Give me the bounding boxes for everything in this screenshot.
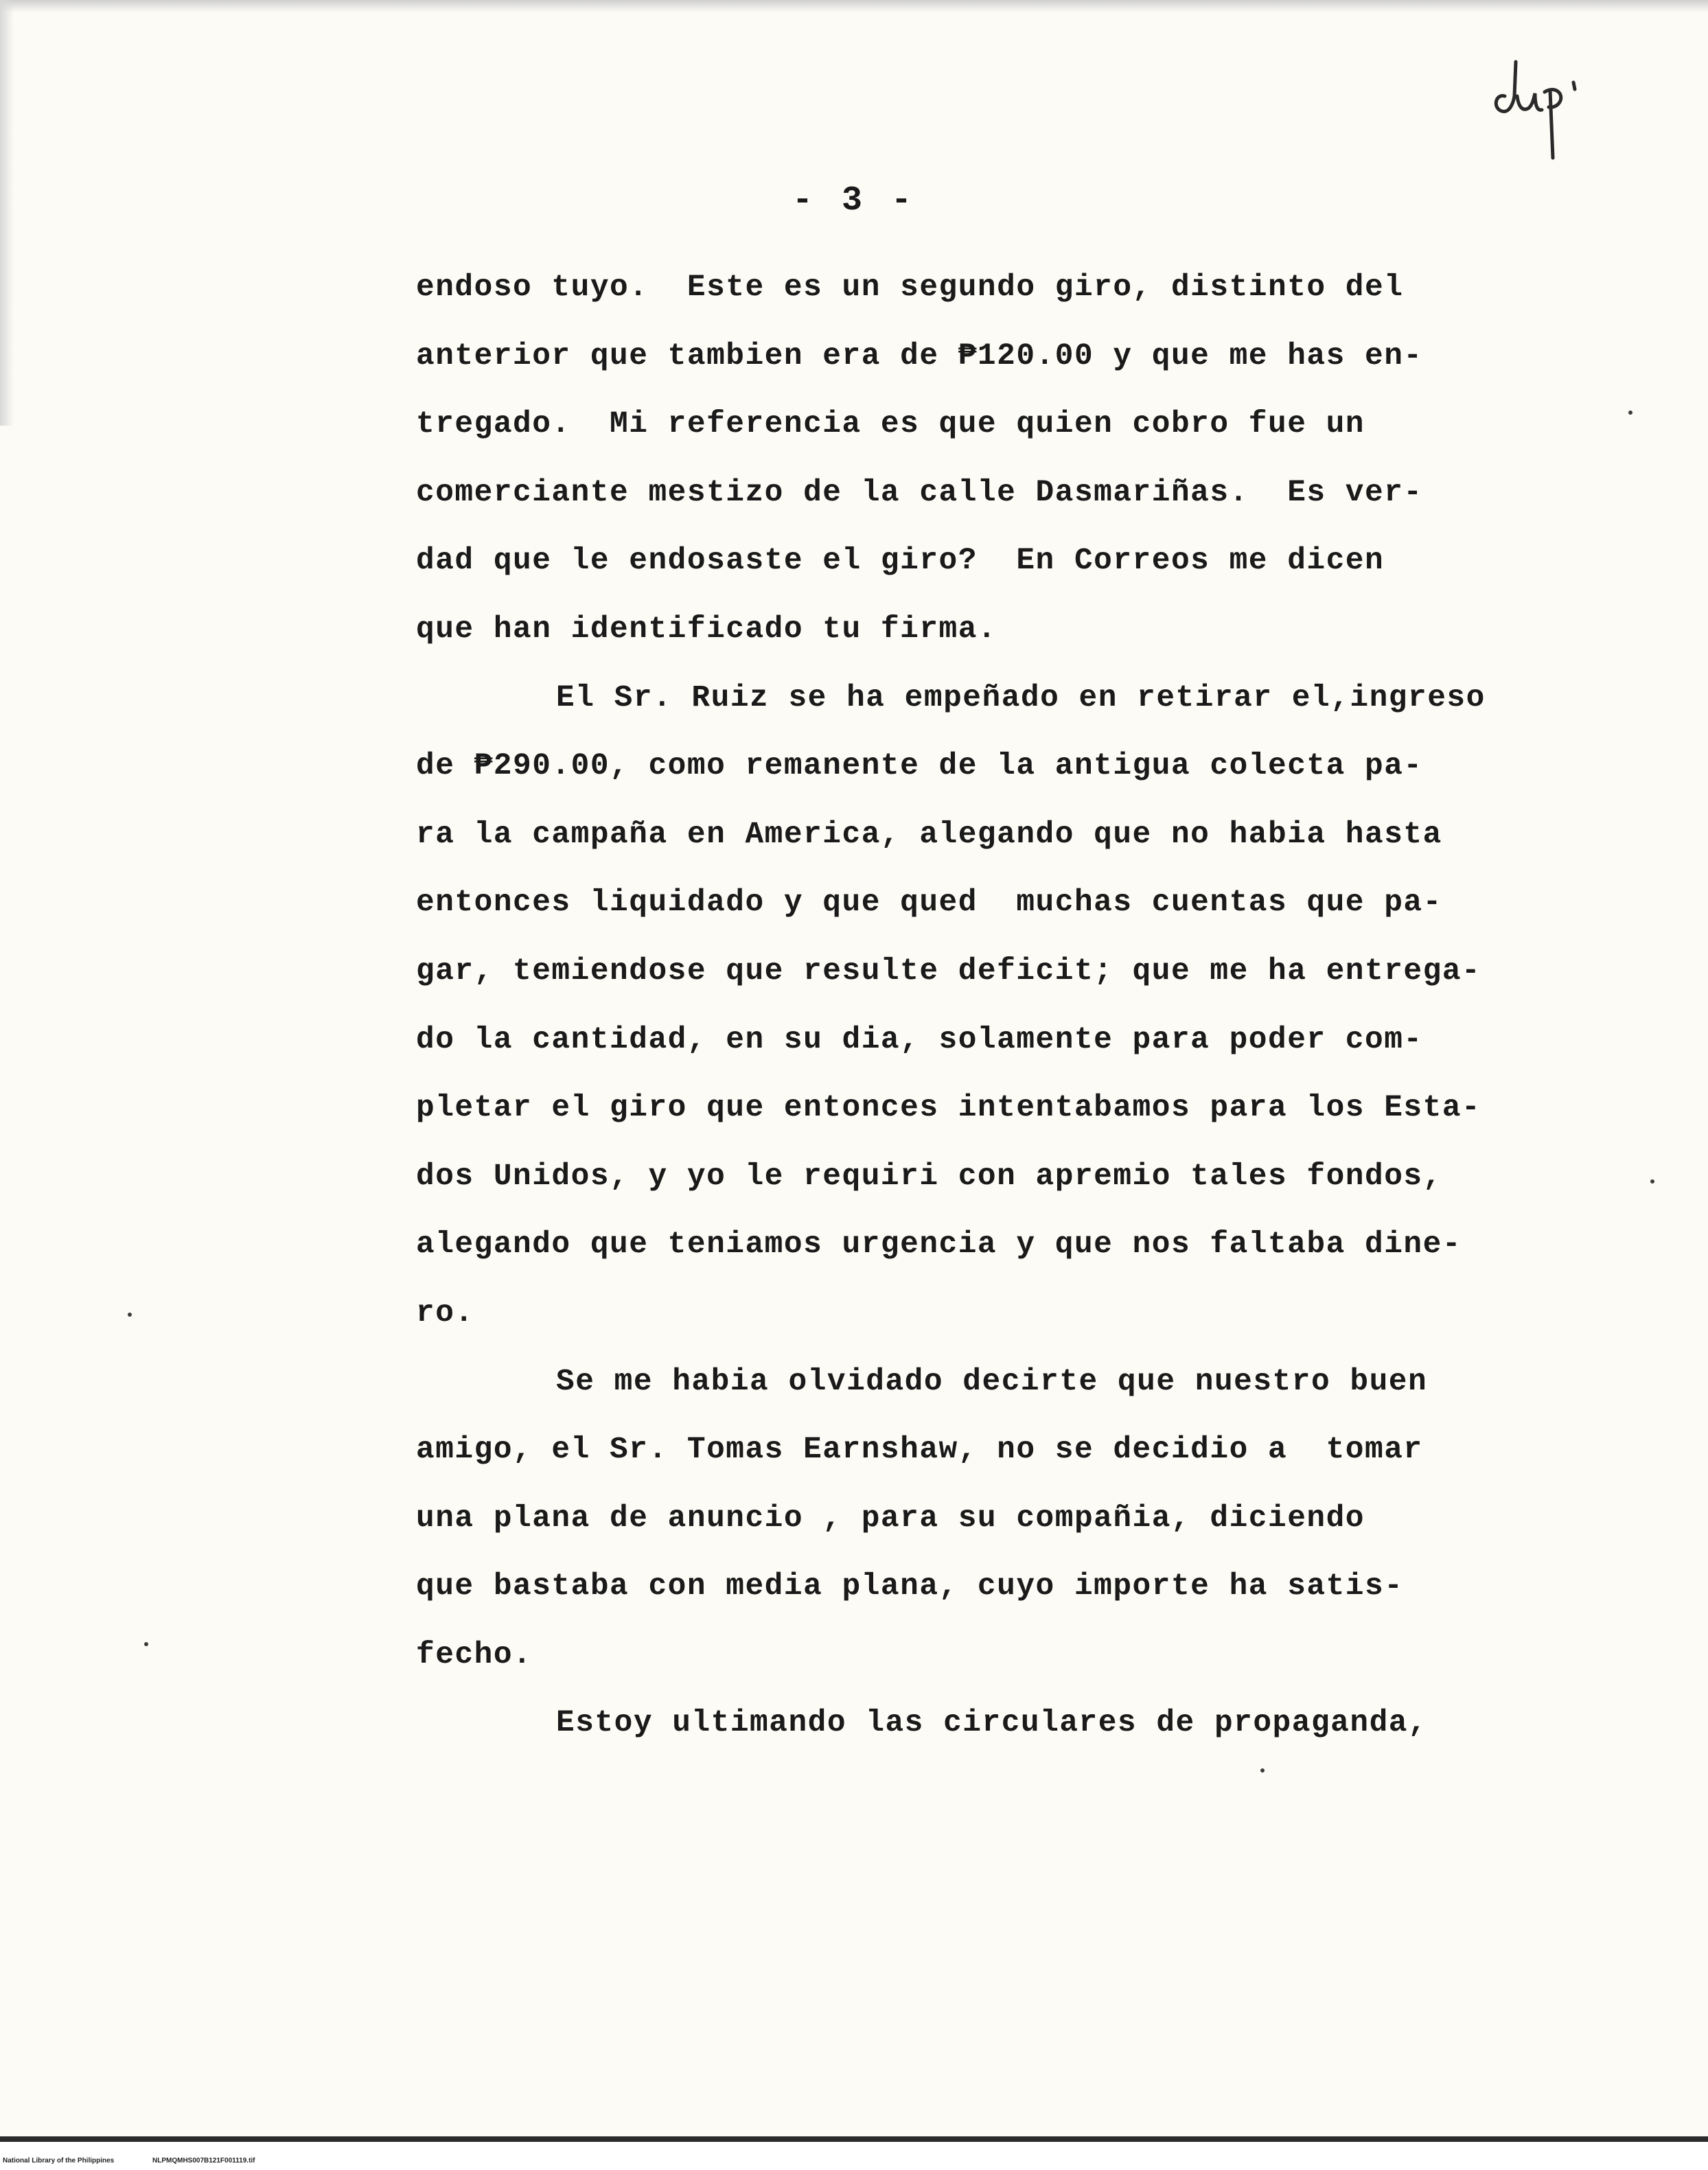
text-line: fecho. — [416, 1637, 533, 1672]
text-line: gar, temiendose que resulte deficit; que me ha entrega- — [416, 954, 1481, 989]
text-line: dad que le endosaste el giro? En Correos me dicen — [416, 544, 1385, 579]
text-line: entonces liquidado y que qued muchas cuentas que pa- — [416, 886, 1442, 921]
text-line: anterior que tambien era de ₱120.00 y que me has en- — [416, 338, 1423, 373]
letter-body — [416, 254, 1486, 1758]
scan-speck — [1628, 411, 1632, 415]
text-line: dos Unidos, y yo le requiri con apremio tales fondos, — [416, 1159, 1442, 1194]
text-line: amigo, el Sr. Tomas Earnshaw, no se decidio a tomar — [416, 1433, 1423, 1468]
text-line: alegando que teniamos urgencia y que nos faltaba dine- — [416, 1227, 1462, 1262]
text-line: tregado. Mi referencia es que quien cobro fue un — [416, 407, 1365, 442]
text-line: Estoy ultimando las circulares de propaganda, — [556, 1706, 1428, 1741]
text-line: ro. — [416, 1295, 474, 1330]
text-line: Se me habia olvidado decirte que nuestro buen — [556, 1364, 1428, 1399]
handwritten-annotation — [1490, 48, 1627, 165]
text-line: do la cantidad, en su dia, solamente para poder com- — [416, 1022, 1423, 1057]
text-line: una plana de anuncio , para su compañia, diciendo — [416, 1501, 1365, 1536]
scan-speck — [1260, 1768, 1265, 1773]
text-line: El Sr. Ruiz se ha empeñado en retirar el,ingreso — [556, 680, 1486, 715]
text-line: que bastaba con media plana, cuyo importe ha satis- — [416, 1569, 1404, 1604]
text-line: endoso tuyo. Este es un segundo giro, distinto del — [416, 270, 1404, 305]
scan-bottom-edge — [0, 2136, 1708, 2142]
text-line: de ₱290.00, como remanente de la antigua colecta pa- — [416, 749, 1423, 784]
text-line: ra la campaña en America, alegando que no habia hasta — [416, 817, 1442, 852]
page-number: - 3 - — [792, 181, 916, 220]
scan-speck — [144, 1642, 148, 1646]
text-line: que han identificado tu firma. — [416, 612, 997, 647]
text-line: pletar el giro que entonces intentabamos para los Esta- — [416, 1091, 1481, 1126]
scan-speck — [1650, 1179, 1654, 1184]
scan-top-shadow — [0, 0, 1708, 12]
scan-speck — [128, 1313, 132, 1317]
footer-institution: National Library of the Philippines — [3, 2157, 115, 2165]
footer-file-code: NLPMQMHS007B121F001119.tif — [152, 2157, 255, 2165]
scan-footer — [0, 2142, 1708, 2170]
text-line: comerciante mestizo de la calle Dasmariñas. Es ver- — [416, 475, 1423, 510]
